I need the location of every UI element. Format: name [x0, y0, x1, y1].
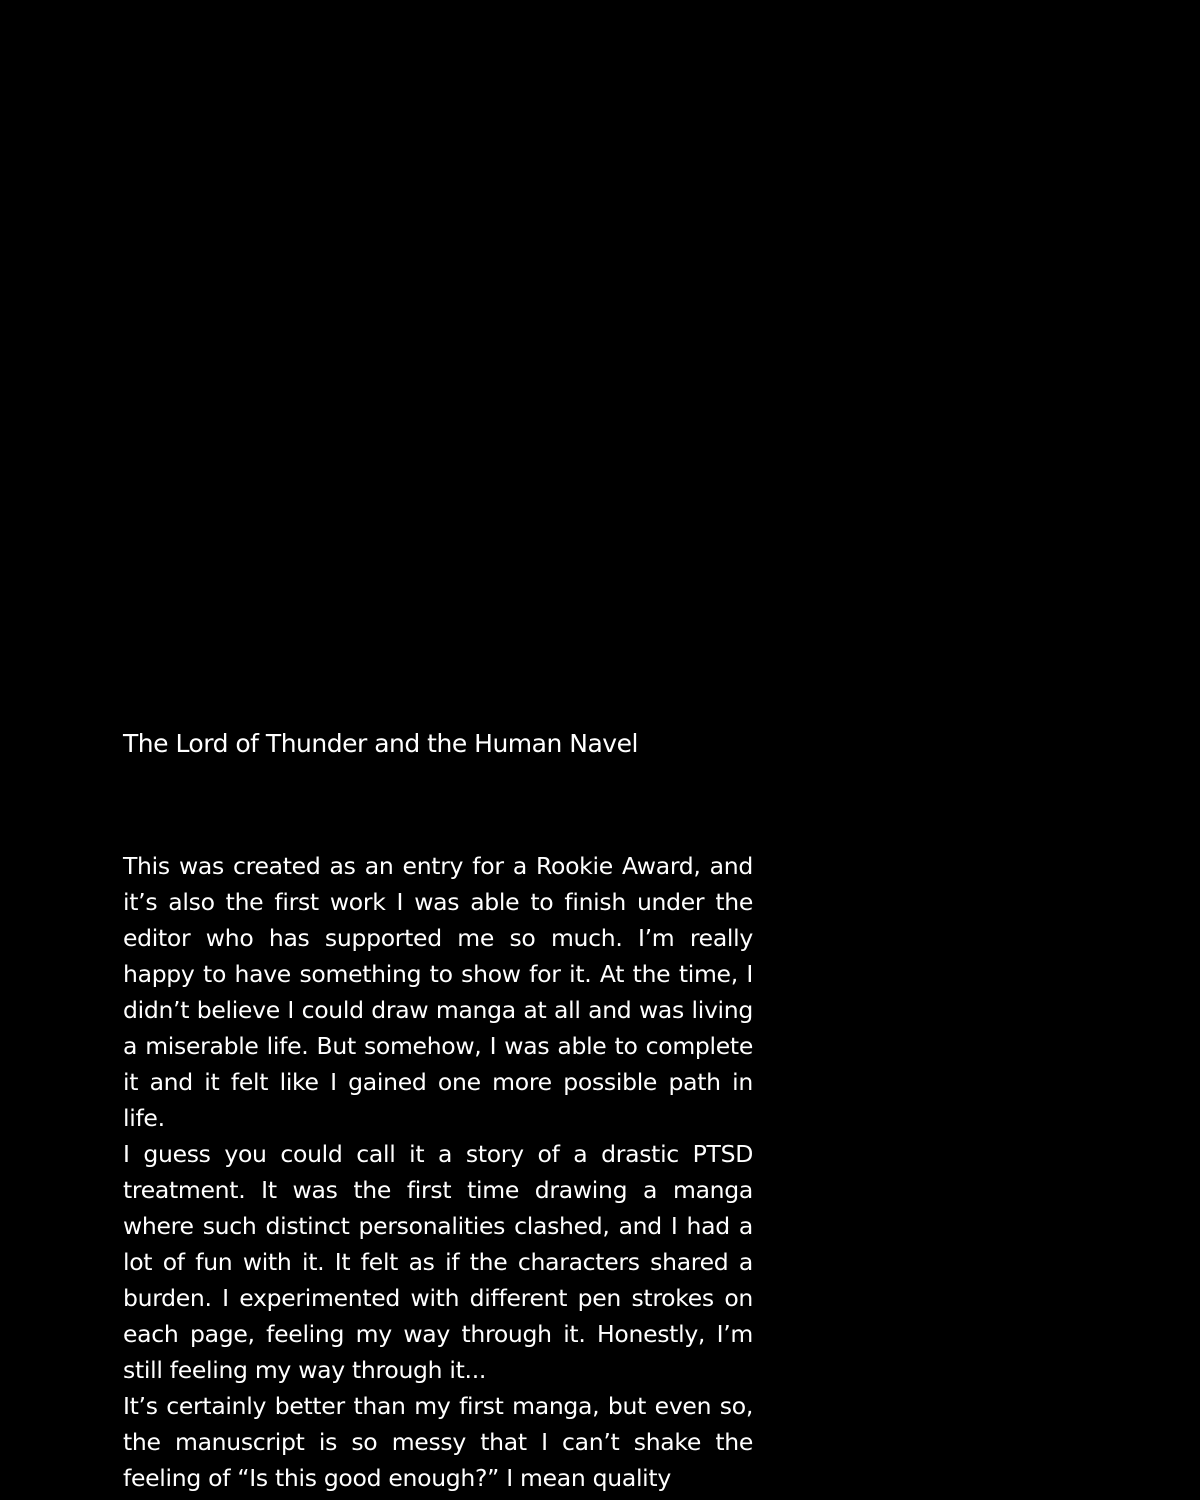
paragraph: This was created as an entry for a Rookie Award, and it’s also the first work I was able to finish under the editor who has supported me so much. I’m really happy to have something to show for it. At the time, I didn’t believe I could draw manga at all and was living a miserable life. But somehow, I was able to complete it and it felt like I gained one more possible path in life. [123, 852, 753, 1132]
paragraph: I guess you could call it a story of a drastic PTSD treatment. It was the first time drawing a manga where such distinct personalities clashed, and I had a lot of fun with it. It felt as if the characters shared a burden. I experimented with different pen strokes on each page, feeling my way through it. Honestly, I’m still feeling my way through it... [123, 1140, 753, 1384]
afterword-text [123, 848, 753, 1496]
page-title: The Lord of Thunder and the Human Navel [123, 729, 638, 758]
paragraph: It’s certainly better than my first manga, but even so, the manuscript is so messy that I can’t shake the feeling of “Is this good enough?” I mean quality [123, 1392, 753, 1492]
